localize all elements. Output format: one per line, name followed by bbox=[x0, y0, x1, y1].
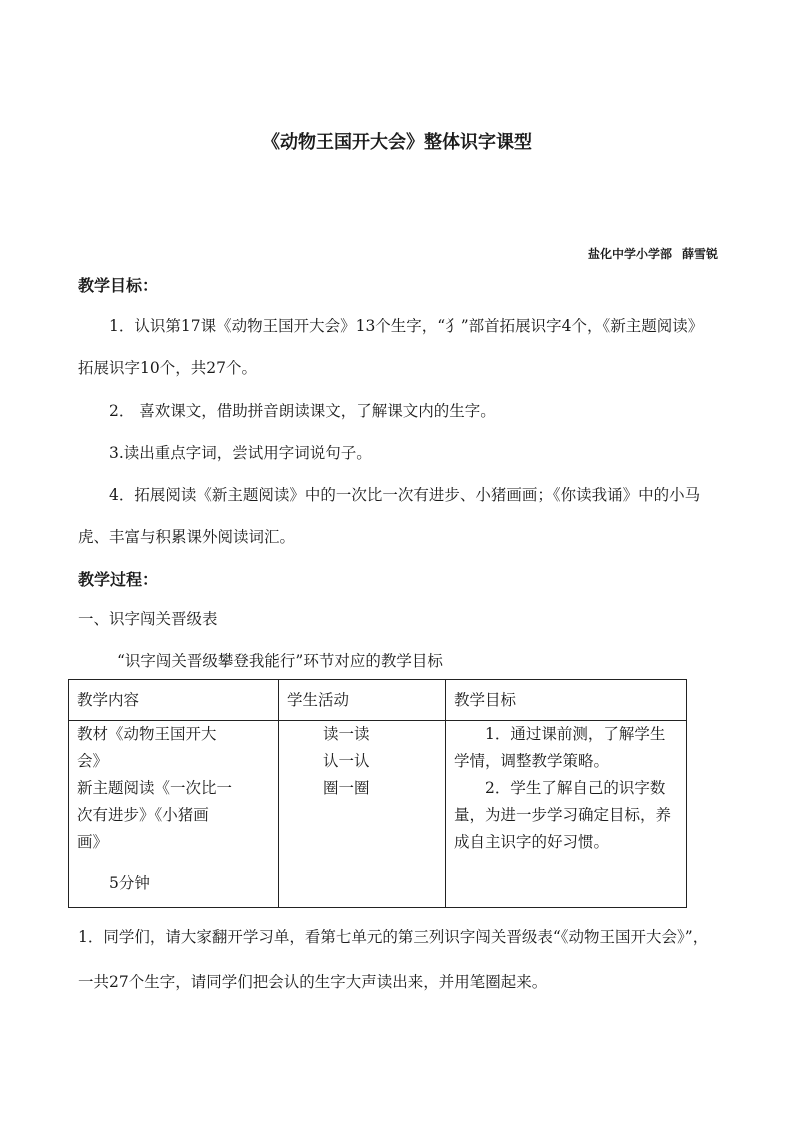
objective-2: 2． 喜欢课文，借助拼音朗读课文，了解课文内的生字。 bbox=[109, 402, 496, 420]
content-line: 次有进步》《小猪画 bbox=[77, 806, 209, 824]
goal-item: 2．学生了解自己的识字数量，为进一步学习确定目标，养成自主识字的好习惯。 bbox=[454, 779, 672, 851]
objective-3: 3.读出重点字词，尝试用字词说句子。 bbox=[109, 444, 372, 462]
page-title: 《动物王国开大会》整体识字课型 bbox=[262, 132, 532, 153]
content-line: 新主题阅读《一次比一 bbox=[77, 779, 233, 797]
goals-table bbox=[68, 679, 687, 908]
body-paragraph: 1．同学们，请大家翻开学习单，看第七单元的第三列识字闯关晋级表“《动物王国开大会》”，一共27个生字，请同学们把会认的生字大声读出来，并用笔圈起来。 bbox=[78, 928, 709, 991]
objective-1: 1．认识第17课《动物王国开大会》13个生字，“犭”部首拓展识字4个，《新主题阅读》拓展识字10个，共27个。 bbox=[78, 317, 704, 377]
activity-item: 认一认 bbox=[323, 752, 370, 770]
section-title: 一、识字闯关晋级表 bbox=[78, 610, 218, 628]
goal-cell bbox=[446, 721, 687, 908]
table-header-row bbox=[69, 680, 687, 721]
duration: 5分钟 bbox=[109, 874, 150, 892]
header-goal: 教学目标 bbox=[446, 680, 687, 721]
activity-item: 读一读 bbox=[323, 725, 370, 743]
author-school: 盐化中学小学部 bbox=[587, 247, 672, 261]
header-activity: 学生活动 bbox=[279, 680, 446, 721]
content-line: 画》 bbox=[77, 833, 109, 851]
table-row bbox=[69, 721, 687, 908]
goal-item: 1．通过课前测，了解学生学情，调整教学策略。 bbox=[454, 725, 666, 770]
table-caption: “识字闯关晋级攀登我能行”环节对应的教学目标 bbox=[117, 652, 443, 670]
content-line: 教材《动物王国开大 bbox=[77, 725, 217, 743]
content-cell bbox=[69, 721, 279, 908]
objectives-heading: 教学目标： bbox=[78, 276, 159, 295]
objective-4: 4．拓展阅读《新主题阅读》中的一次比一次有进步、小猪画画；《你读我诵》中的小马虎、丰富与积累课外阅读词汇。 bbox=[78, 486, 701, 546]
content-line: 会》 bbox=[77, 752, 109, 770]
activity-cell bbox=[279, 721, 446, 908]
process-heading: 教学过程： bbox=[78, 570, 159, 589]
author-line bbox=[588, 245, 718, 262]
header-content: 教学内容 bbox=[69, 680, 279, 721]
activity-item: 圈一圈 bbox=[323, 779, 370, 797]
author-name: 薛雪锐 bbox=[681, 247, 718, 261]
